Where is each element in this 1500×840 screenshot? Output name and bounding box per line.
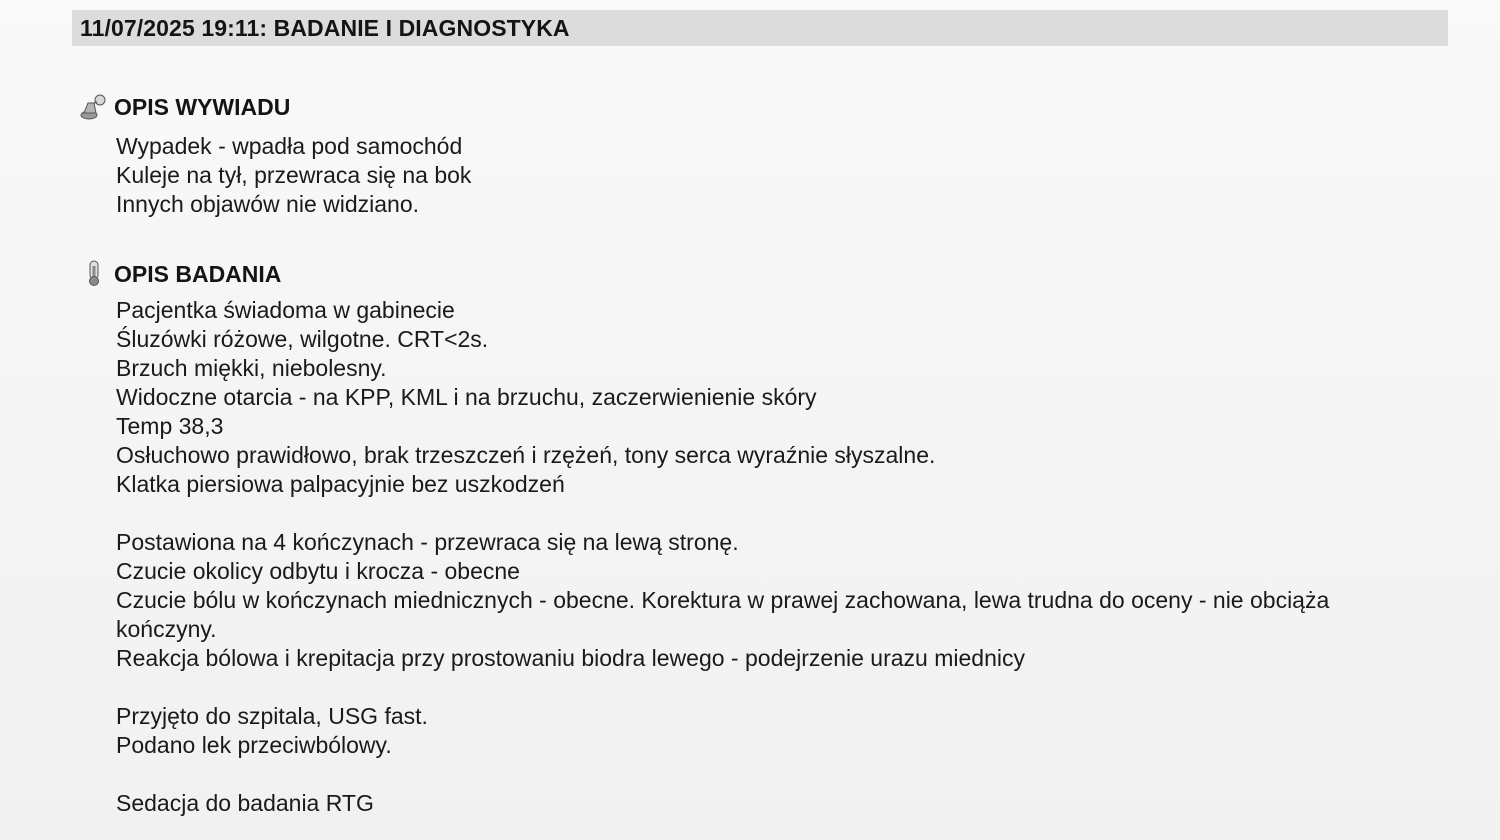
thermometer-icon <box>80 260 110 288</box>
examination-lines <box>116 296 1406 818</box>
text-line: Klatka piersiowa palpacyjnie bez uszkodzeń <box>116 471 565 497</box>
examination-section <box>80 259 1406 818</box>
paragraph-gap <box>116 499 1406 528</box>
speaker-phone-icon <box>80 93 110 121</box>
examination-section-title: OPIS BADANIA <box>114 260 282 287</box>
visit-title: 11/07/2025 19:11: BADANIE I DIAGNOSTYKA <box>80 14 570 41</box>
examination-section-header <box>80 259 1406 289</box>
interview-section-title: OPIS WYWIADU <box>114 93 291 120</box>
text-line: Temp 38,3 <box>116 413 224 439</box>
text-line: Innych objawów nie widziano. <box>116 191 420 217</box>
text-line: Śluzówki różowe, wilgotne. CRT<2s. <box>116 326 489 352</box>
interview-section <box>80 92 471 219</box>
text-line: Brzuch miękki, niebolesny. <box>116 355 387 381</box>
paragraph-gap <box>116 760 1406 789</box>
text-line: Sedacja do badania RTG <box>116 790 374 816</box>
interview-lines <box>116 132 471 219</box>
text-line: Przyjęto do szpitala, USG fast. <box>116 703 428 729</box>
text-line: Podano lek przeciwbólowy. <box>116 732 392 758</box>
text-line: Czucie okolicy odbytu i krocza - obecne <box>116 558 520 584</box>
interview-section-header <box>80 92 471 122</box>
paragraph-gap <box>116 673 1406 702</box>
text-line: Widoczne otarcia - na KPP, KML i na brzuchu, zaczerwienienie skóry <box>116 384 817 410</box>
text-line: Wypadek - wpadła pod samochód <box>116 133 463 159</box>
text-line: Reakcja bólowa i krepitacja przy prostowaniu biodra lewego - podejrzenie urazu miednicy <box>116 645 1025 671</box>
text-line: Postawiona na 4 kończynach - przewraca się na lewą stronę. <box>116 529 739 555</box>
text-line: Pacjentka świadoma w gabinecie <box>116 297 455 323</box>
text-line: Kuleje na tył, przewraca się na bok <box>116 162 472 188</box>
text-line: Czucie bólu w kończynach miednicznych - obecne. Korektura w prawej zachowana, lewa trudna do oceny - nie obciąża kończyny. <box>116 587 1330 642</box>
text-line: Osłuchowo prawidłowo, brak trzeszczeń i rzężeń, tony serca wyraźnie słyszalne. <box>116 442 936 468</box>
header-bar <box>72 10 1448 46</box>
